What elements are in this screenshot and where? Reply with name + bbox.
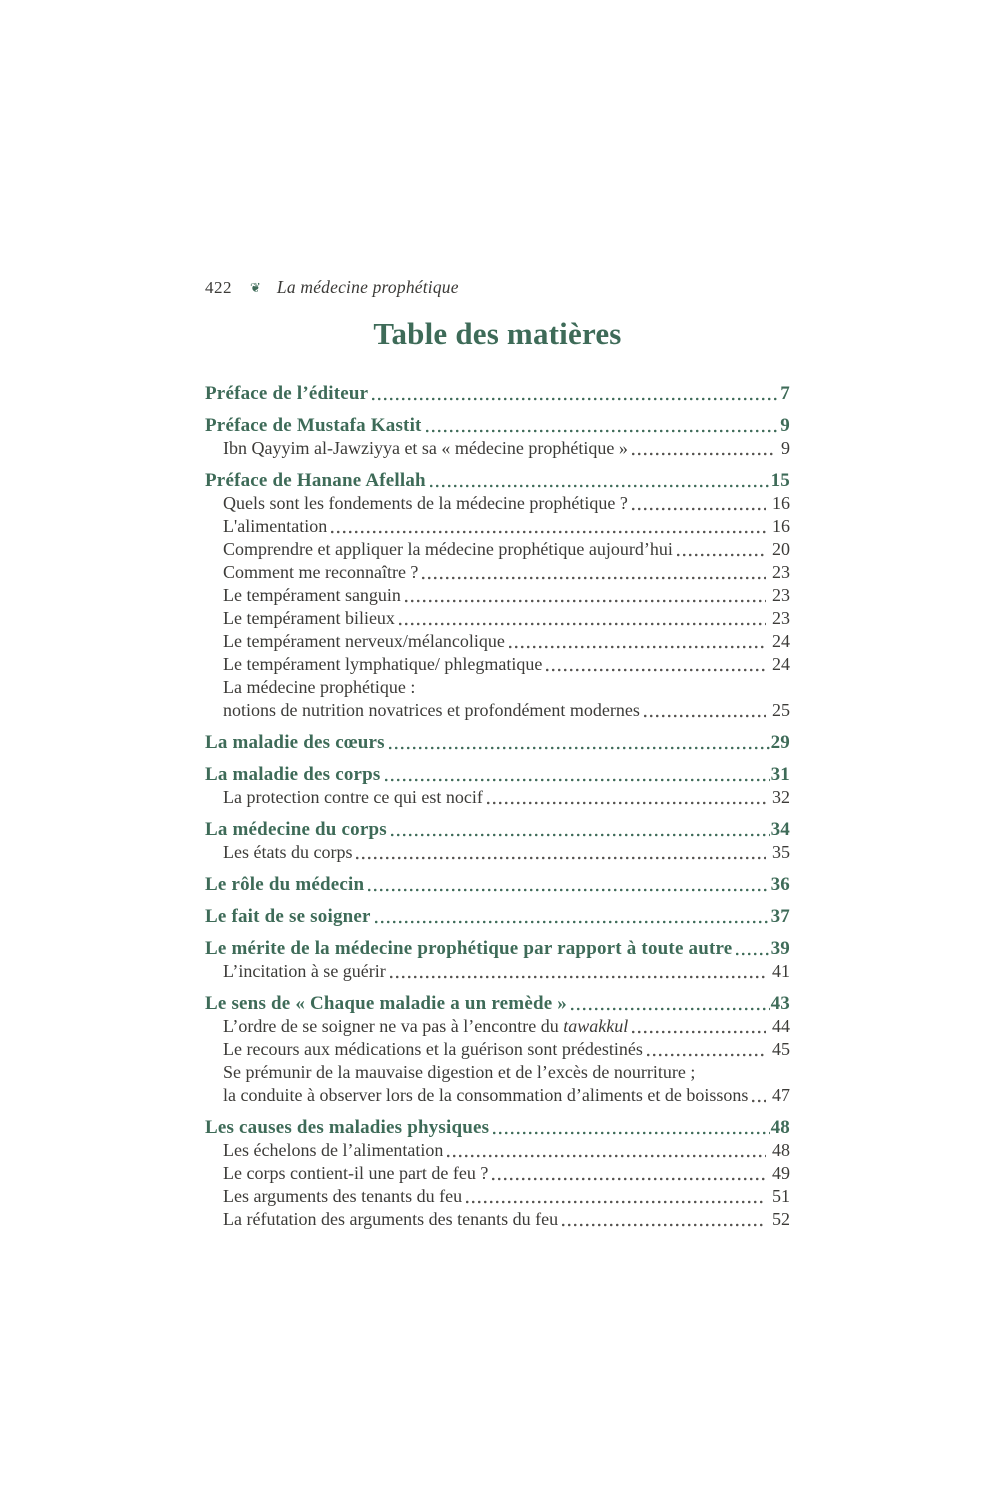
dot-leader bbox=[391, 833, 770, 837]
toc-page-number: 23 bbox=[772, 562, 790, 582]
dot-leader bbox=[356, 856, 766, 860]
dot-leader bbox=[632, 1030, 766, 1034]
toc-page-number: 29 bbox=[770, 732, 790, 753]
toc-entry-label: Quels sont les fondements de la médecine prophétique ? bbox=[223, 493, 628, 513]
dot-leader bbox=[647, 1053, 766, 1057]
toc-entry-label: Les états du corps bbox=[223, 842, 353, 862]
toc-page-number: 51 bbox=[772, 1186, 790, 1206]
dot-leader bbox=[399, 622, 766, 626]
dot-leader bbox=[331, 530, 766, 534]
toc-entry-label: la conduite à observer lors de la consommation d’aliments et de boissons bbox=[223, 1085, 749, 1105]
toc-entry bbox=[205, 763, 790, 786]
dot-leader bbox=[546, 668, 766, 672]
toc-page-number: 43 bbox=[770, 993, 790, 1014]
toc-entry bbox=[205, 905, 790, 928]
toc-page-number: 23 bbox=[772, 608, 790, 628]
toc-entry-label: notions de nutrition novatrices et profondément modernes bbox=[223, 700, 640, 720]
toc-entry-label: La protection contre ce qui est nocif bbox=[223, 787, 483, 807]
toc-entry-label: L’incitation à se guérir bbox=[223, 961, 386, 981]
dot-leader bbox=[509, 645, 766, 649]
toc-entry-first-line: Se prémunir de la mauvaise digestion et de l’excès de nourriture ; bbox=[223, 1062, 696, 1082]
toc-page-number: 37 bbox=[770, 906, 790, 927]
dot-leader bbox=[562, 1223, 766, 1227]
toc-page-number: 16 bbox=[772, 493, 790, 513]
toc-entry bbox=[205, 841, 790, 864]
toc-page-number: 24 bbox=[772, 654, 790, 674]
toc-entry bbox=[205, 414, 790, 437]
toc-entry bbox=[205, 960, 790, 983]
running-header bbox=[205, 276, 790, 300]
toc-entry bbox=[205, 786, 790, 809]
dot-leader bbox=[493, 1131, 769, 1135]
toc-entry bbox=[205, 1185, 790, 1208]
toc-entry bbox=[205, 437, 790, 460]
toc-entry-label: Préface de Mustafa Kastit bbox=[205, 415, 422, 436]
dot-leader bbox=[430, 484, 770, 488]
toc-entry bbox=[205, 992, 790, 1015]
toc-entry-label: Le tempérament lymphatique/ phlegmatique bbox=[223, 654, 543, 674]
toc-page-number: 20 bbox=[772, 539, 790, 559]
dot-leader bbox=[571, 1007, 770, 1011]
toc-entry-label: Le fait de se soigner bbox=[205, 906, 371, 927]
dot-leader bbox=[632, 452, 775, 456]
toc-entry-label: La médecine du corps bbox=[205, 819, 387, 840]
toc-entry bbox=[205, 1084, 790, 1107]
toc-entry-label: Comment me reconnaître ? bbox=[223, 562, 419, 582]
toc-page-number: 36 bbox=[770, 874, 790, 895]
toc-entry-italic-term: tawakkul bbox=[563, 1016, 629, 1036]
toc-entry-label: Le tempérament bilieux bbox=[223, 608, 395, 628]
dot-leader bbox=[644, 714, 766, 718]
dot-leader bbox=[677, 553, 766, 557]
toc-page-number: 16 bbox=[772, 516, 790, 536]
dot-leader bbox=[422, 576, 766, 580]
toc-entry bbox=[205, 1116, 790, 1139]
toc-list bbox=[205, 382, 790, 1231]
toc-entry bbox=[205, 1038, 790, 1061]
toc-entry bbox=[205, 382, 790, 405]
toc-page-number: 31 bbox=[770, 764, 790, 785]
toc-page-number: 45 bbox=[772, 1039, 790, 1059]
dot-leader bbox=[736, 952, 769, 956]
toc-entry bbox=[205, 1162, 790, 1185]
toc-page-number: 47 bbox=[772, 1085, 790, 1105]
toc-page-number: 25 bbox=[772, 700, 790, 720]
toc-entry-label: Le mérite de la médecine prophétique par rapport à toute autre bbox=[205, 938, 733, 959]
toc-entry-label: Comprendre et appliquer la médecine prophétique aujourd’hui bbox=[223, 539, 673, 559]
toc-entry bbox=[205, 561, 790, 584]
toc-page-number: 9 bbox=[780, 415, 790, 436]
toc-entry-label: Le recours aux médications et la guérison sont prédestinés bbox=[223, 1039, 643, 1059]
toc-entry-label: La réfutation des arguments des tenants du feu bbox=[223, 1209, 559, 1229]
toc-entry-label: La maladie des cœurs bbox=[205, 732, 385, 753]
toc-entry-label: L’ordre de se soigner ne va pas à l’encontre du tawakkul bbox=[223, 1016, 629, 1036]
toc-entry bbox=[205, 818, 790, 841]
toc-page-number: 15 bbox=[770, 470, 790, 491]
dot-leader bbox=[385, 778, 770, 782]
toc-entry bbox=[205, 1139, 790, 1162]
dot-leader bbox=[492, 1177, 766, 1181]
toc-entry bbox=[205, 699, 790, 722]
toc-page-number: 32 bbox=[772, 787, 790, 807]
folio-page-number: 422 bbox=[205, 278, 232, 297]
toc-title: Table des matières bbox=[373, 316, 622, 351]
toc-entry-first-line: La médecine prophétique : bbox=[223, 677, 416, 697]
dot-leader bbox=[372, 397, 779, 401]
dot-leader bbox=[405, 599, 766, 603]
toc-page-number: 52 bbox=[772, 1209, 790, 1229]
toc-entry bbox=[205, 873, 790, 896]
toc-entry-label: Préface de l’éditeur bbox=[205, 383, 369, 404]
fleuron-ornament-icon: ❦ bbox=[250, 280, 261, 295]
toc-page-number: 23 bbox=[772, 585, 790, 605]
toc-entry-label: Le corps contient-il une part de feu ? bbox=[223, 1163, 489, 1183]
dot-leader bbox=[466, 1200, 766, 1204]
dot-leader bbox=[426, 429, 780, 433]
toc-page-number: 49 bbox=[772, 1163, 790, 1183]
toc-page-number: 7 bbox=[780, 383, 790, 404]
dot-leader bbox=[487, 801, 766, 805]
dot-leader bbox=[752, 1099, 766, 1103]
toc-entry-label: Le sens de « Chaque maladie a un remède » bbox=[205, 993, 568, 1014]
dot-leader bbox=[375, 920, 770, 924]
toc-entry bbox=[205, 1208, 790, 1231]
toc-entry bbox=[205, 584, 790, 607]
toc-entry bbox=[205, 538, 790, 561]
toc-entry-label: Les arguments des tenants du feu bbox=[223, 1186, 463, 1206]
toc-entry bbox=[205, 630, 790, 653]
toc-entry-label: Ibn Qayyim al-Jawziyya et sa « médecine prophétique » bbox=[223, 438, 628, 458]
toc-entry bbox=[205, 492, 790, 515]
toc-entry bbox=[205, 937, 790, 960]
toc-page-number: 9 bbox=[781, 438, 790, 458]
toc-entry-label: Les causes des maladies physiques bbox=[205, 1117, 490, 1138]
toc-page-number: 34 bbox=[770, 819, 790, 840]
toc-page-number: 39 bbox=[770, 938, 790, 959]
toc-entry bbox=[205, 731, 790, 754]
dot-leader bbox=[632, 507, 766, 511]
toc-entry-label: Le tempérament sanguin bbox=[223, 585, 401, 605]
toc-entry-label: Le tempérament nerveux/mélancolique bbox=[223, 631, 505, 651]
toc-page-number: 44 bbox=[772, 1016, 790, 1036]
toc-page-number: 48 bbox=[770, 1117, 790, 1138]
toc-entry-label: L'alimentation bbox=[223, 516, 328, 536]
dot-leader bbox=[447, 1154, 766, 1158]
dot-leader bbox=[390, 975, 766, 979]
dot-leader bbox=[368, 888, 769, 892]
toc-entry bbox=[205, 653, 790, 676]
toc-page-number: 35 bbox=[772, 842, 790, 862]
toc-page-number: 48 bbox=[772, 1140, 790, 1160]
toc-entry bbox=[205, 469, 790, 492]
toc-entry bbox=[205, 1015, 790, 1038]
running-book-title: La médecine prophétique bbox=[276, 277, 459, 297]
toc-page-number: 41 bbox=[772, 961, 790, 981]
toc-entry bbox=[205, 515, 790, 538]
toc-entry bbox=[205, 607, 790, 630]
dot-leader bbox=[389, 746, 770, 750]
toc-entry-label: La maladie des corps bbox=[205, 764, 381, 785]
toc-entry-label: Le rôle du médecin bbox=[205, 874, 365, 895]
toc-entry-label: Les échelons de l’alimentation bbox=[223, 1140, 444, 1160]
toc-page-number: 24 bbox=[772, 631, 790, 651]
toc-entry-label: Préface de Hanane Afellah bbox=[205, 470, 426, 491]
